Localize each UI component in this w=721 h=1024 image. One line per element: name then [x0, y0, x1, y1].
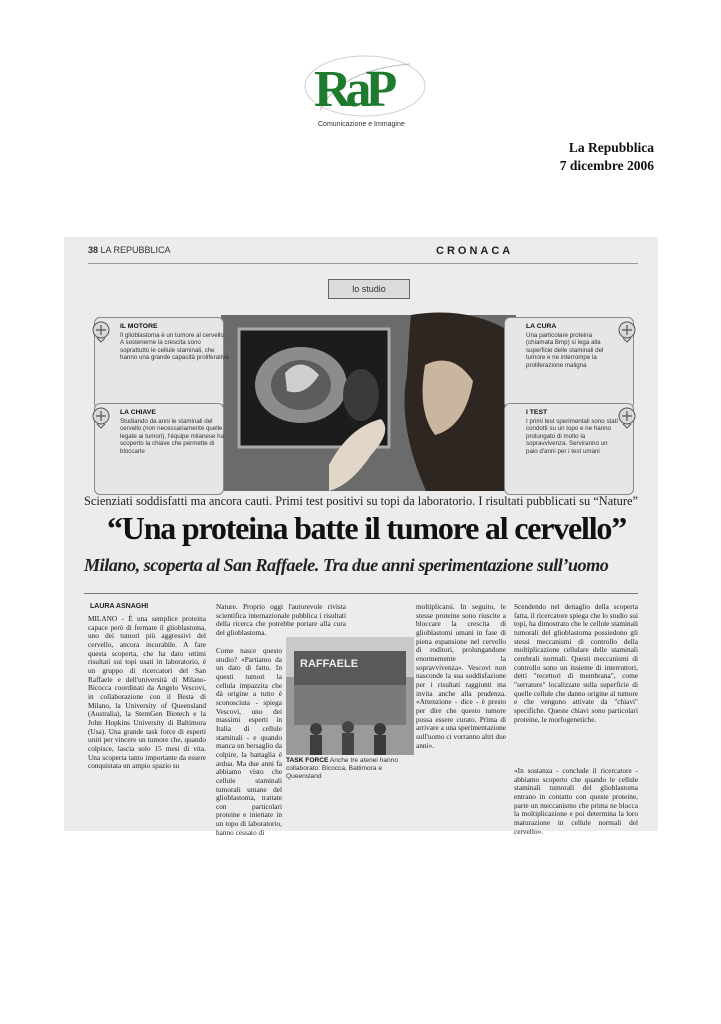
info-cura-body: Una particolare proteina (chiamata Bmp) si lega alla superficie delle staminali del tumore e ne interrompe la proliferazione maligna	[526, 331, 604, 369]
rap-logo-mark	[300, 50, 430, 120]
info-motore-title: IL MOTORE	[120, 323, 158, 330]
article-column-3	[416, 603, 506, 825]
brain-scan-photo	[221, 315, 516, 491]
article-column-5	[514, 766, 638, 836]
brain-icon	[92, 407, 110, 429]
hospital-image	[286, 637, 414, 755]
clip-section-name: CRONACA	[436, 245, 514, 257]
article-byline: LAURA ASNAGHI	[90, 603, 149, 610]
info-chiave-title: LA CHIAVE	[120, 409, 156, 416]
info-test-body: I primi test sperimentali sono stati condotti su un topo e ne hanno prolungato di molto la sopravvivenza. Serviranno un paio d'anni per i test umani	[526, 417, 618, 455]
hospital-sign: RAFFAELE	[300, 658, 359, 670]
brain-icon	[618, 407, 636, 429]
newspaper-name: La Repubblica	[568, 140, 654, 155]
article-kicker: Scienziati soddisfatti ma ancora cauti. Primi test positivi su topi da laboratorio. I risultati pubblicati su “Nature”	[84, 494, 639, 508]
photo-caption	[286, 757, 406, 781]
source-block	[560, 139, 654, 175]
info-test-title: I TEST	[526, 409, 548, 416]
article-headline: “Una proteina batte il tumore al cervello”	[107, 510, 626, 546]
article-paragraph: Nature. Proprio oggi l'autorevole rivista scientifica internazionale pubblica i risultati della ricerca che potrebbe portare alla cura del glioblastoma.	[216, 602, 346, 637]
clip-page-header	[88, 245, 171, 255]
rap-logo	[300, 50, 430, 130]
info-cura-title: LA CURA	[526, 323, 557, 330]
article-paragraph: Scendendo nel dettaglio della scoperta fatta, il ricercatore spiega che lo studio sui topi, ha dimostrato che le cellule staminali tumorali del glioblastoma possiedono gli stessi meccanismi di controllo della moltiplicazione cellulare delle staminali cerebrali normali. Questi meccanismi di controllo sono un insieme di interruttori, detti "recettori di membrana", come "serrature" localizzate sulla superficie di quelle cellule che danno origine al tumore e che vengono attivate da "chiavi" specifiche. Queste chiavi sono particolari proteine, le morfogenetiche.	[514, 602, 638, 724]
hospital-photo	[286, 637, 414, 755]
article-paragraph: «In sostanza - conclude il ricercatore - abbiamo scoperto che quando le cellule staminali tumorali del glioblastoma entrano in contatto con queste proteine, parte un meccanismo che prima ne blocca la moltiplicazione e poi determina la loro maturazione in cellule normali del cervello».	[514, 766, 638, 836]
clip-page-number: 38	[88, 245, 99, 255]
infographic	[88, 273, 638, 495]
info-motore-body: Il glioblastoma è un tumore al cervello. A sostenerne la crescita sono soprattutto le cellule staminali, che hanno una grande capacità proliferativa	[120, 331, 229, 362]
brain-icon	[618, 321, 636, 343]
logo-text: RaP	[314, 61, 392, 118]
info-motore	[120, 323, 230, 362]
info-chiave-body: Studiando da anni le staminali del cervello (non necessariamente quelle legate ai tumori), l'équipe milanese ha scoperto la chiave che permette di bloccarle	[120, 417, 225, 455]
publication-date: 7 dicembre 2006	[559, 158, 654, 173]
infographic-tag: lo studio	[328, 279, 410, 299]
article-column-1	[88, 615, 206, 825]
photo-caption-body: Anche tre atenei hanno collaborato: Bicocca, Baltimora e Queensland	[286, 757, 399, 780]
brain-icon	[92, 321, 110, 343]
info-cura	[526, 323, 620, 370]
photo-caption-title: TASK FORCE	[286, 757, 329, 764]
article-paragraph: Come nasce questo studio? «Partiamo da un dato di fatto. In questi tumori la cellula impazzita che dà origine a tutto è sconosciuta - spiega Vescovi, uno dei massimi esperti in Italia di cellule staminali - e quando manca un bersaglio da colpire, la battaglia è ardua. Ma due anni fa abbiamo visto che cellule staminali tumorali umane del glioblastoma, trattate con particolari proteine e iniettate in un topo di laboratorio, hanno cessato di	[216, 646, 282, 837]
article-subheadline: Milano, scoperta al San Raffaele. Tra due anni sperimentazione sull’uomo	[84, 555, 609, 575]
logo-tagline: Comunicazione e Immagine	[318, 121, 405, 128]
article-paragraph: MILANO - È una semplice proteina capace però di fermare il glioblastoma, uno dei tumori più aggressivi del cervello, ancora incurabile. A fare questa scoperta, che ha dato ottimi risultati sui topi usati in laboratorio, è un gruppo di ricercatori del San Raffaele e dell'università di Milano-Bicocca coordinati da Angelo Vescovi, in collaborazione con il Besta di Milano, la University of Queensland (Australia), la StemGen Biotech e la John Hopkins University di Baltimora (Usa). Una grande task force di esperti uniti per vincere un tumore che, quando colpisce, lascia solo 15 mesi di vita. Una scoperta tanto importante da essere conquistata un ampio spazio su	[88, 614, 206, 771]
divider	[88, 263, 638, 264]
article-paragraph: moltiplicarsi. In seguito, le stesse proteine sono riuscite a bloccare la crescita di glioblastomi umani in fase di piena espansione nel cervello di roditori, prolungandone enormemente la sopravvivenza». Vescovi non nasconde la sua soddisfazione per i risultati raggiunti ma invita anche alla prudenza. «Attenzione - dice - è presto per dire che questo tumore possa essere curato. Prima di arrivare a una sperimentazione sull'uomo ci vorranno altri due anni».	[416, 602, 506, 750]
clip-paper-name: LA REPUBBLICA	[100, 245, 171, 255]
newspaper-clipping	[64, 237, 658, 837]
info-test	[526, 409, 620, 456]
brain-scan-image	[221, 315, 516, 491]
article-column-2b	[216, 646, 282, 837]
info-chiave	[120, 409, 230, 456]
divider	[84, 593, 638, 594]
